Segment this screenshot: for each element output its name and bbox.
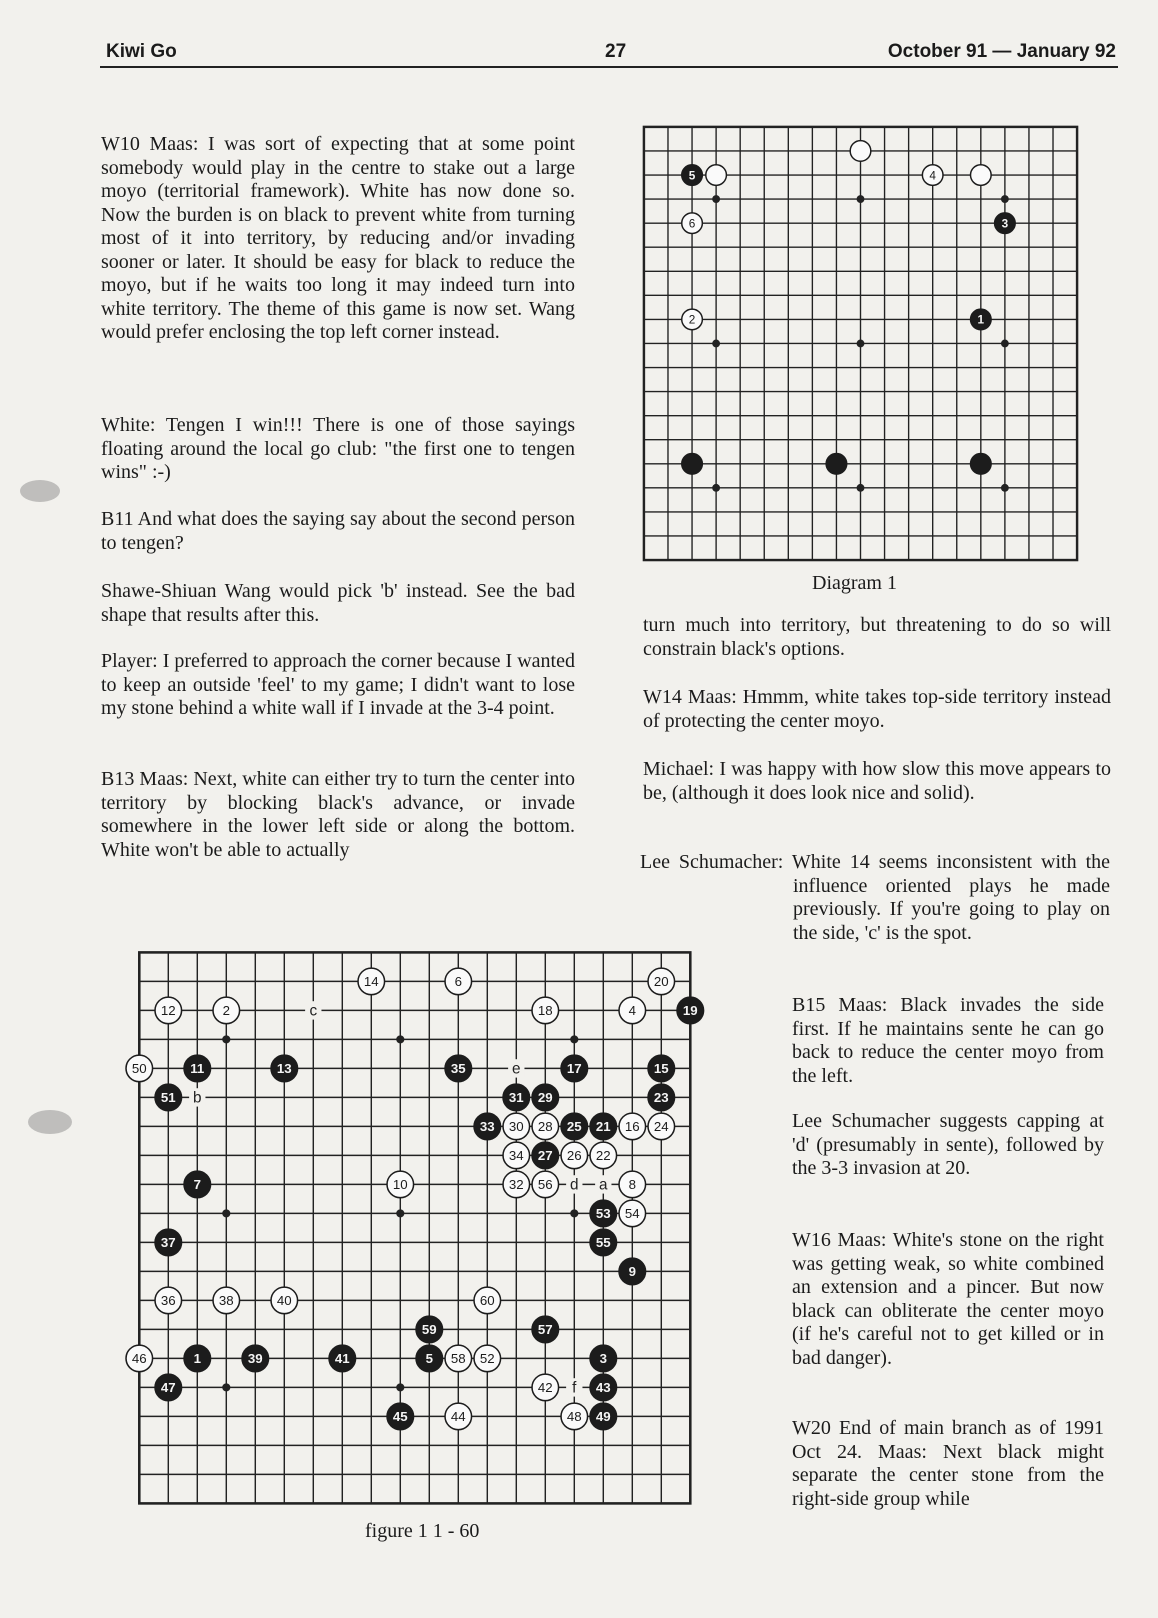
- move-number: 13: [276, 1061, 292, 1077]
- move-number: 46: [131, 1351, 147, 1367]
- move-number: 4: [628, 1003, 636, 1019]
- para-player: Player: I preferred to approach the corner because I wanted to keep an outside 'feel' to my game; I didn't want to lose my stone behind a white wall if I invade at the 3-4 point.: [101, 650, 575, 719]
- move-number: 52: [479, 1351, 495, 1367]
- star-point: [712, 195, 720, 203]
- move-number: 17: [566, 1061, 582, 1077]
- move-number: 4: [929, 169, 936, 183]
- move-number: 30: [508, 1119, 524, 1135]
- page-number: 27: [605, 41, 627, 62]
- star-point: [396, 1209, 404, 1217]
- move-number: 51: [160, 1090, 176, 1106]
- move-number: 25: [566, 1119, 582, 1135]
- move-number: 29: [537, 1090, 553, 1106]
- move-number: 23: [653, 1090, 669, 1106]
- move-number: 33: [479, 1119, 495, 1135]
- para-schumacher-1: Lee Schumacher: White 14 seems inconsistent with the influence oriented plays he made previously. If you're going to play on the side, 'c' is the spot.: [640, 851, 1110, 944]
- move-number: 43: [595, 1380, 611, 1396]
- figure-game-board: [125, 938, 705, 1508]
- move-number: 2: [222, 1003, 230, 1019]
- move-number: 20: [653, 974, 669, 990]
- star-point: [1001, 484, 1009, 492]
- move-number: 14: [363, 974, 379, 990]
- issue-date: October 91 — January 92: [887, 41, 1116, 62]
- move-number: 59: [421, 1322, 437, 1338]
- move-number: 15: [653, 1061, 669, 1077]
- running-header: [100, 38, 1118, 68]
- move-number: 53: [595, 1206, 611, 1222]
- white-stone: [971, 165, 992, 186]
- move-number: 5: [688, 169, 696, 183]
- white-stone: [706, 165, 727, 186]
- diagram-1-board: [638, 121, 1083, 563]
- move-number: 38: [218, 1293, 234, 1309]
- move-number: 10: [392, 1177, 408, 1193]
- star-point: [712, 340, 720, 348]
- star-point: [222, 1383, 230, 1391]
- para-tengen: White: Tengen I win!!! There is one of those sayings floating around the local go club: "the first one to tengen wins" :-): [101, 414, 575, 483]
- move-number: 6: [688, 217, 696, 231]
- move-number: 1: [977, 313, 985, 327]
- star-point: [857, 195, 865, 203]
- black-stone: [971, 453, 992, 474]
- star-point: [396, 1035, 404, 1043]
- letter-mark: d: [570, 1176, 579, 1194]
- move-number: 9: [628, 1264, 636, 1280]
- move-number: 37: [160, 1235, 176, 1251]
- move-number: 55: [595, 1235, 611, 1251]
- move-number: 1: [193, 1351, 201, 1367]
- para-michael: Michael: I was happy with how slow this move appears to be, (although it does look nice and solid).: [643, 758, 1111, 804]
- move-number: 24: [653, 1119, 669, 1135]
- move-number: 42: [537, 1380, 553, 1396]
- move-number: 18: [537, 1003, 553, 1019]
- para-b15: B15 Maas: Black invades the side first. If he maintains sente he can go back to reduce the center moyo from the left.: [792, 994, 1104, 1087]
- move-number: 58: [450, 1351, 466, 1367]
- star-point: [570, 1209, 578, 1217]
- star-point: [1001, 340, 1009, 348]
- move-number: 57: [537, 1322, 553, 1338]
- move-number: 3: [599, 1351, 607, 1367]
- move-number: 44: [450, 1409, 466, 1425]
- star-point: [222, 1209, 230, 1217]
- move-number: 41: [334, 1351, 350, 1367]
- magazine-title: Kiwi Go: [106, 41, 177, 62]
- para-w20: W20 End of main branch as of 1991 Oct 24. Maas: Next black might separate the center stone from the right-side group while: [792, 1417, 1104, 1510]
- scan-smudge: [20, 480, 60, 502]
- move-number: 19: [682, 1003, 698, 1019]
- move-number: 2: [688, 313, 696, 327]
- move-number: 36: [160, 1293, 176, 1309]
- para-continued: turn much into territory, but threatening to do so will constrain black's options.: [643, 614, 1111, 660]
- star-point: [1001, 195, 1009, 203]
- star-point: [857, 340, 865, 348]
- letter-mark: f: [572, 1379, 577, 1397]
- move-number: 27: [537, 1148, 553, 1164]
- move-number: 60: [479, 1293, 495, 1309]
- star-point: [222, 1035, 230, 1043]
- move-number: 31: [508, 1090, 524, 1106]
- move-number: 3: [1001, 217, 1009, 231]
- move-number: 35: [450, 1061, 466, 1077]
- move-number: 48: [566, 1409, 582, 1425]
- star-point: [712, 484, 720, 492]
- letter-mark: a: [599, 1176, 608, 1194]
- scan-smudge: [28, 1110, 72, 1134]
- star-point: [570, 1035, 578, 1043]
- para-w16: W16 Maas: White's stone on the right was getting weak, so white combined an extension and a pincer. But now black can obliterate the center moyo (if he's careful not to get killed or in bad danger).: [792, 1229, 1104, 1369]
- move-number: 7: [193, 1177, 201, 1193]
- move-number: 28: [537, 1119, 553, 1135]
- para-b13: B13 Maas: Next, white can either try to turn the center into territory by blocking black's advance, or invade somewhere in the lower left side or along the bottom. White won't be able to actually: [101, 768, 575, 861]
- diagram-1-caption: Diagram 1: [812, 572, 897, 594]
- move-number: 56: [537, 1177, 553, 1193]
- para-w14: W14 Maas: Hmmm, white takes top-side territory instead of protecting the center moyo.: [643, 686, 1111, 732]
- para-wang: Shawe-Shiuan Wang would pick 'b' instead. See the bad shape that results after this.: [101, 580, 575, 626]
- move-number: 50: [131, 1061, 147, 1077]
- para-schumacher-2: Lee Schumacher suggests capping at 'd' (presumably in sente), followed by the 3-3 invasion at 20.: [792, 1110, 1104, 1179]
- move-number: 45: [392, 1409, 408, 1425]
- white-stone: [850, 141, 871, 162]
- move-number: 39: [247, 1351, 263, 1367]
- move-number: 8: [628, 1177, 636, 1193]
- move-number: 34: [508, 1148, 524, 1164]
- letter-mark: e: [512, 1060, 521, 1078]
- move-number: 47: [160, 1380, 176, 1396]
- move-number: 5: [425, 1351, 433, 1367]
- black-stone: [682, 453, 703, 474]
- move-number: 21: [595, 1119, 611, 1135]
- figure-caption: figure 1 1 - 60: [365, 1520, 480, 1542]
- move-number: 49: [595, 1409, 611, 1425]
- letter-mark: b: [193, 1089, 202, 1107]
- para-b11: B11 And what does the saying say about the second person to tengen?: [101, 508, 575, 554]
- move-number: 6: [454, 974, 462, 990]
- move-number: 54: [624, 1206, 640, 1222]
- star-point: [396, 1383, 404, 1391]
- move-number: 32: [508, 1177, 524, 1193]
- move-number: 40: [276, 1293, 292, 1309]
- move-number: 22: [595, 1148, 611, 1164]
- move-number: 11: [190, 1061, 205, 1077]
- star-point: [857, 484, 865, 492]
- letter-mark: c: [309, 1002, 318, 1020]
- move-number: 16: [624, 1119, 640, 1135]
- para-w10: W10 Maas: I was sort of expecting that at some point somebody would play in the centre to stake out a large moyo (territorial framework). White has now done so. Now the burden is on black to prevent white from turning most of it into territory, by reducing and/or invading sooner or later. It should be easy for black to reduce the moyo, but if he waits too long it may indeed turn into white territory. The theme of this game is now set. Wang would prefer enclosing the top left corner instead.: [101, 133, 575, 343]
- black-stone: [826, 453, 847, 474]
- move-number: 26: [566, 1148, 582, 1164]
- move-number: 12: [160, 1003, 176, 1019]
